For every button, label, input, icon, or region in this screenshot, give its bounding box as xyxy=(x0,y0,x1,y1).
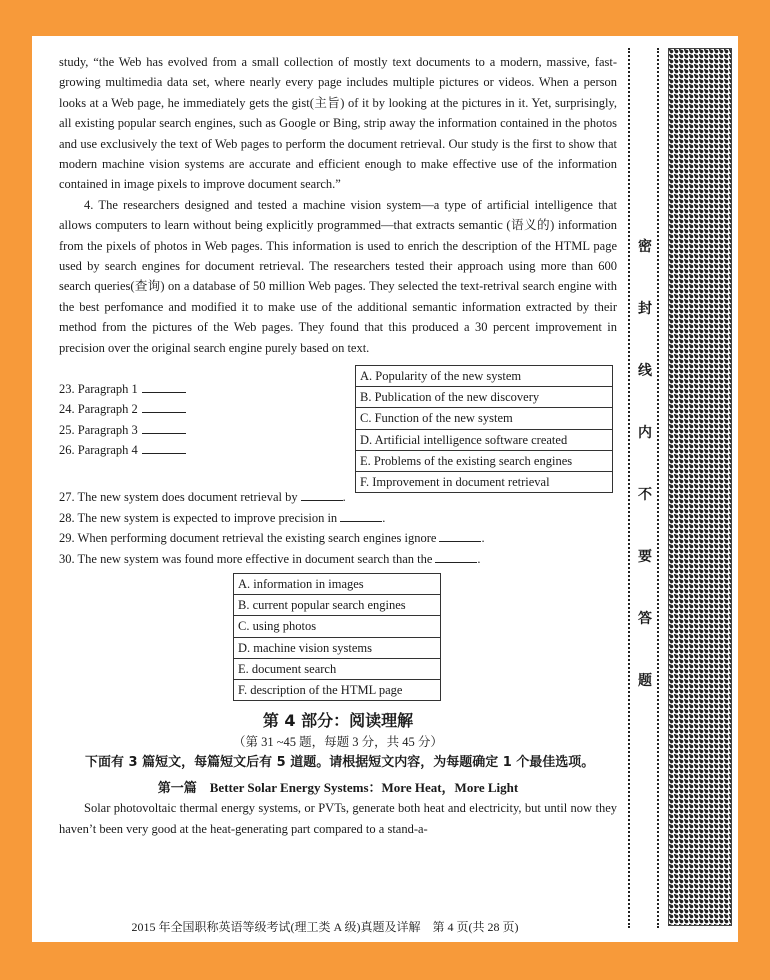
option-item: E. document search xyxy=(234,659,440,680)
instructions: 下面有 3 篇短文，每篇短文后有 5 道题。请根据短文内容，为每题确定 1 个最佳选项。 xyxy=(85,755,595,771)
binding-pattern xyxy=(668,48,732,926)
answer-blank[interactable] xyxy=(301,488,343,501)
option-item: D. machine vision systems xyxy=(234,638,440,659)
seal-char: 要 xyxy=(638,549,652,565)
completion-question: 28. The new system is expected to improve precision in . xyxy=(59,510,386,525)
completion-question: 29. When performing document retrieval the existing search engines ignore . xyxy=(59,531,485,546)
paragraph-4: 4. The researchers designed and tested a machine vision system—a type of artificial intelligence that allows computers to learn without being explicitly programmed—that extracts semantic (语义的) information from the pixels of photos in Web pages. This information is used to enrich the description of the HTML page used by search engines for document retrieval. The researchers tested their approach using more than 600 search queries(查询) on a database of 50 million Web pages. They selected the text-retrival search engine with the best perfomance and modified it to make use of the additional semantic information extracted by their method from the pictures of the Web pages. They found that this produced a 30 percent improvement in precision over the original search engine purely based on text. xyxy=(59,197,617,355)
seal-line-right xyxy=(657,48,659,928)
seal-char: 答 xyxy=(638,611,652,627)
part-title: 第 4 部分：阅读理解 xyxy=(262,711,414,731)
matching-section xyxy=(59,365,617,490)
option-item: E. Problems of the existing search engines xyxy=(356,451,612,472)
passage-title: 第一篇 Better Solar Energy Systems：More Heat，More Light xyxy=(157,780,519,796)
answer-blank[interactable] xyxy=(142,380,186,393)
exam-page xyxy=(32,36,738,942)
option-item: C. using photos xyxy=(234,616,440,637)
option-item: A. information in images xyxy=(234,574,440,595)
seal-char: 题 xyxy=(638,673,652,689)
paragraph-continuation: study, “the Web has evolved from a small collection of mostly text documents to a modern, massive, fast-growing multimedia data set, where nearly every page includes multiple pictures or videos. When a person looks at a Web page, he immediately gets the gist(主旨) of it by looking at the pictures in it. Yet, surprisingly, all existing popular search engines, such as Google or Bing, strip away the information contained in the photos and use exclusively the text of Web pages to perform the document retrieval. Our study is the first to show that modern machine vision systems are accurate and efficient enough to make effective use of the information contained in image pixels to improve document search.” xyxy=(59,55,617,192)
seal-char: 密 xyxy=(638,239,652,255)
completion-section xyxy=(59,487,617,569)
answer-blank[interactable] xyxy=(142,421,186,434)
matching-question-list xyxy=(59,379,186,461)
passage-text: Solar photovoltaic thermal energy systems, or PVTs, generate both heat and electricity, but until now they haven’t been very good at the heat-generating part compared to a stand-a- xyxy=(59,801,617,836)
answer-blank[interactable] xyxy=(340,509,382,522)
option-item: C. Function of the new system xyxy=(356,408,612,429)
seal-char: 内 xyxy=(638,425,652,441)
page-footer: 2015 年全国职称英语等级考试(理工类 A 级)真题及详解 第 4 页(共 28 页) xyxy=(131,920,519,934)
seal-char: 封 xyxy=(638,301,652,317)
seal-notice xyxy=(635,236,655,732)
answer-blank[interactable] xyxy=(439,529,481,542)
option-item: F. description of the HTML page xyxy=(238,683,403,698)
matching-options-box xyxy=(355,365,613,493)
completion-question: 27. The new system does document retrieval by . xyxy=(59,490,346,505)
answer-blank[interactable] xyxy=(435,550,477,563)
seal-line-left xyxy=(628,48,630,928)
option-item: D. Artificial intelligence software created xyxy=(356,430,612,451)
part-subtitle: （第 31 ~45 题，每题 3 分，共 45 分） xyxy=(233,735,443,750)
matching-question: 25. Paragraph 3 xyxy=(59,420,186,440)
page-content xyxy=(59,52,617,839)
seal-char: 不 xyxy=(638,487,652,503)
matching-question: 26. Paragraph 4 xyxy=(59,440,186,460)
matching-question: 23. Paragraph 1 xyxy=(59,379,186,399)
answer-blank[interactable] xyxy=(142,400,186,413)
option-item: F. Improvement in document retrieval xyxy=(360,475,550,490)
matching-question: 24. Paragraph 2 xyxy=(59,399,186,419)
option-item: B. Publication of the new discovery xyxy=(356,387,612,408)
completion-options-box xyxy=(233,573,441,701)
option-item: B. current popular search engines xyxy=(234,595,440,616)
answer-blank[interactable] xyxy=(142,441,186,454)
completion-question: 30. The new system was found more effective in document search than the . xyxy=(59,551,481,566)
seal-char: 线 xyxy=(638,363,652,379)
option-item: A. Popularity of the new system xyxy=(356,366,612,387)
